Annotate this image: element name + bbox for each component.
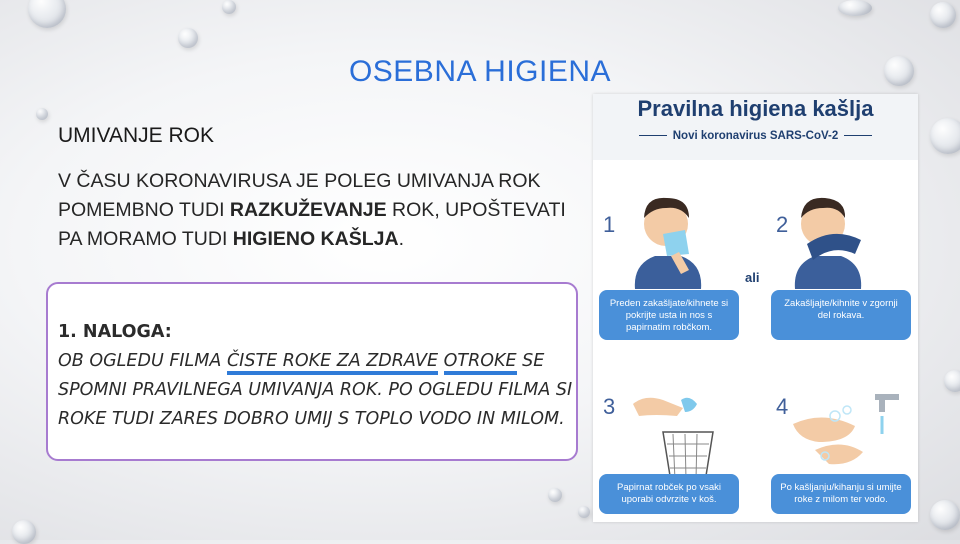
film-title-link[interactable]: OTROKE — [444, 351, 517, 375]
water-droplet-decoration — [548, 488, 562, 502]
step-number-4: 4 — [776, 394, 789, 419]
water-droplet-decoration — [12, 520, 36, 544]
water-droplet-decoration — [930, 118, 960, 154]
water-droplet-decoration — [930, 2, 956, 28]
water-droplet-decoration — [944, 370, 960, 392]
water-droplet-decoration — [930, 500, 960, 530]
task-label: 1. NALOGA: — [58, 322, 172, 342]
step-caption-1: Preden zakašljate/kihnete si pokrijte usta in nos s papirnatim robčkom. — [599, 290, 739, 340]
poster-subtitle: Novi koronavirus SARS-CoV-2 — [593, 130, 918, 142]
intro-text: ROK, UPOŠTEVATI PA MORAMO TUDI — [58, 199, 566, 250]
water-droplet-decoration — [222, 0, 236, 14]
tissue-bin-illustration — [633, 398, 713, 482]
step-number-2: 2 — [776, 212, 789, 237]
cough-hygiene-poster — [593, 94, 918, 522]
intro-bold-disinfection: RAZKUŽEVANJE — [229, 199, 387, 221]
task-text: OB OGLEDU FILMA — [58, 351, 227, 371]
task-paragraph — [58, 318, 573, 434]
task-text: SE SPOMNI PRAVILNEGA UMIVANJA ROK. PO OGLEDU FILMA SI ROKE TUDI ZARES DOBRO UMIJ S TOPLO VODO IN MILOM. — [58, 351, 573, 429]
or-label: ali — [745, 270, 760, 285]
water-droplet-decoration — [838, 0, 872, 16]
intro-paragraph — [58, 167, 578, 254]
step-caption-3: Papirnat robček po vsaki uporabi odvrzite v koš. — [599, 474, 739, 514]
handwashing-illustration — [793, 394, 899, 464]
task-text — [438, 351, 444, 371]
intro-text: V ČASU KORONAVIRUSA JE POLEG UMIVANJA ROK POMEMBNO TUDI — [58, 170, 541, 221]
water-droplet-decoration — [36, 108, 48, 120]
step-number-3: 3 — [603, 394, 616, 419]
intro-text: . — [398, 228, 404, 250]
poster-title: Pravilna higiena kašlja — [637, 96, 874, 121]
step-caption-4: Po kašljanju/kihanju si umijte roke z milom ter vodo. — [771, 474, 911, 514]
water-droplet-decoration — [28, 0, 66, 28]
person-tissue-illustration — [635, 198, 701, 289]
water-droplet-decoration — [178, 28, 198, 48]
step-number-1: 1 — [603, 212, 616, 237]
slide-title: OSEBNA HIGIENA — [348, 55, 612, 88]
section-heading: UMIVANJE ROK — [58, 124, 214, 147]
film-title-link[interactable]: ČISTE ROKE ZA ZDRAVE — [227, 351, 438, 375]
step-caption-2: Zakašljajte/kihnite v zgornji del rokava. — [771, 290, 911, 340]
water-droplet-decoration — [578, 506, 590, 518]
intro-bold-cough-hygiene: HIGIENO KAŠLJA — [232, 228, 399, 250]
person-sleeve-illustration — [795, 198, 861, 289]
